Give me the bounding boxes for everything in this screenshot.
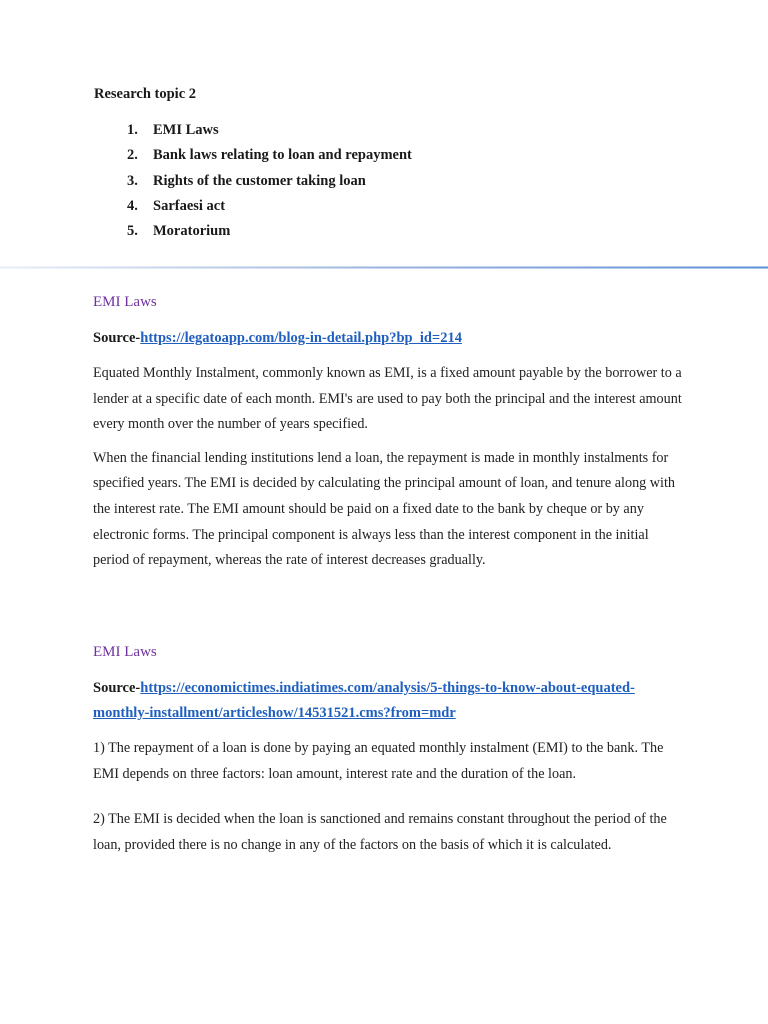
list-number: 4. (127, 197, 138, 214)
list-number: 5. (127, 223, 138, 240)
source-label: Source- (93, 330, 141, 346)
list-item (127, 196, 412, 221)
section-emi-laws-2 (93, 642, 683, 858)
list-item-label: Rights of the customer taking loan (153, 172, 366, 189)
section-divider (0, 266, 768, 269)
list-item (127, 120, 412, 145)
list-item-label: Bank laws relating to loan and repayment (153, 147, 412, 164)
source-line (93, 326, 683, 351)
source-link[interactable]: https://economictimes.indiatimes.com/analysis/5-things-to-know-about-equated-monthly-installment/articleshow/14531521.cms?from=mdr (93, 680, 635, 721)
section-heading: EMI Laws (93, 294, 157, 310)
source-label: Source- (93, 680, 141, 696)
list-number: 3. (127, 172, 138, 189)
section-heading: EMI Laws (93, 644, 157, 660)
list-item-label: Moratorium (153, 223, 231, 240)
source-link[interactable]: https://legatoapp.com/blog-in-detail.php?bp_id=214 (140, 330, 462, 346)
paragraph: When the financial lending institutions lend a loan, the repayment is made in monthly instalments for specified years. The EMI is decided by calculating the principal amount of loan, and tenure along with the interest rate. The EMI amount should be paid on a fixed date to the bank by cheque or by any electronic forms. The principal component is always less than the interest component in the initial period of repayment, whereas the rate of interest decreases gradually. (93, 449, 676, 569)
list-item (127, 221, 412, 246)
list-number: 2. (127, 147, 138, 164)
paragraph: Equated Monthly Instalment, commonly known as EMI, is a fixed amount payable by the borrower to a lender at a specific date of each month. EMI's are used to pay both the principal and the interest amount every month over the number of years specified. (93, 365, 682, 433)
topic-list (127, 120, 412, 246)
list-item (127, 171, 412, 196)
section-emi-laws-1 (93, 292, 683, 574)
research-title: Research topic 2 (94, 86, 197, 102)
list-item-label: EMI Laws (153, 122, 219, 138)
list-number: 1. (127, 122, 138, 138)
list-item-label: Sarfaesi act (153, 197, 226, 214)
list-item (127, 145, 412, 170)
source-line (93, 676, 683, 726)
paragraph: 1) The repayment of a loan is done by paying an equated monthly instalment (EMI) to the bank. The EMI depends on three factors: loan amount, interest rate and the duration of the loan. (93, 740, 664, 782)
paragraph: 2) The EMI is decided when the loan is sanctioned and remains constant throughout the period of the loan, provided there is no change in any of the factors on the basis of which it is calculated. (93, 811, 667, 853)
